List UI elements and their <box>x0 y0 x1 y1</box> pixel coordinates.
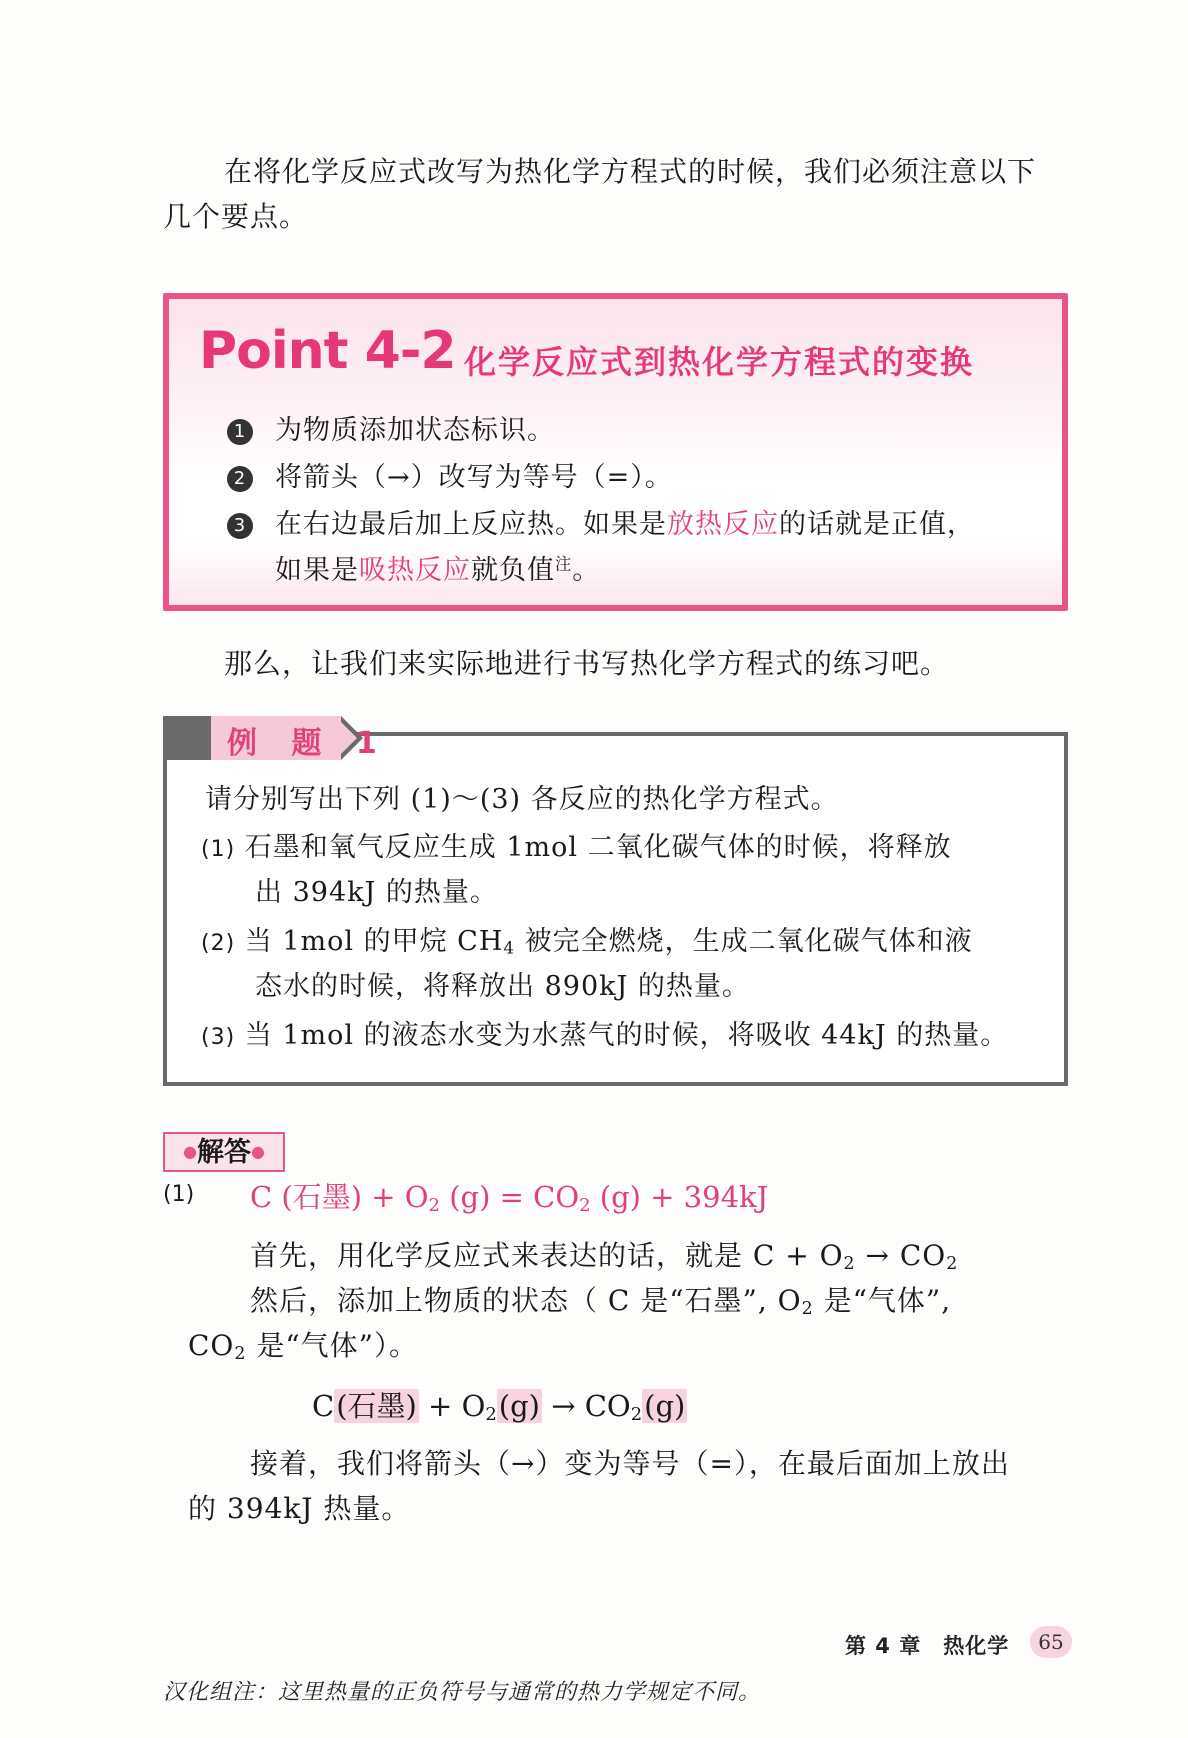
answer-para-2: 然后，添加上物质的状态（ C 是“石墨”, $O_2$ 是“气体”, <box>250 1284 952 1319</box>
page-number: 65 <box>1030 1626 1072 1658</box>
number-3-icon: 3 <box>227 513 253 539</box>
point-item-2: 2 将箭头（→）改写为等号（=）。 <box>227 456 673 500</box>
example-tab <box>163 716 1068 760</box>
question-1-cont: 出 394kJ 的热量。 <box>255 877 498 908</box>
translator-note: 汉化组注：这里热量的正负符号与通常的热力学规定不同。 <box>163 1680 762 1705</box>
example-label: 例 题 1 <box>227 726 389 761</box>
point-item-3: 3 在右边最后加上反应热。如果是放热反应的话就是正值， <box>227 503 975 547</box>
example-prompt: 请分别写出下列 (1)～(3) 各反应的热化学方程式。 <box>205 784 839 815</box>
answer-para-3: $CO_2$ 是“气体”）。 <box>188 1329 418 1364</box>
endothermic-term: 吸热反应 <box>359 555 471 586</box>
question-3: (3) 当 1mol 的液态水变为水蒸气的时候，将吸收 44kJ 的热量。 <box>201 1020 1009 1051</box>
number-2-icon: 2 <box>227 466 253 492</box>
question-1: (1) 石墨和氧气反应生成 1mol 二氧化碳气体的时候，将释放 <box>201 832 952 863</box>
number-1-icon: 1 <box>227 419 253 445</box>
transition-text: 那么，让我们来实际地进行书写热化学方程式的练习吧。 <box>224 647 950 680</box>
state-equation: C(石墨) + $O_2(g) \to CO_2(g)$ <box>312 1389 686 1425</box>
intro-line-2: 几个要点。 <box>163 200 309 233</box>
intro-line-1: 在将化学反应式改写为热化学方程式的时候，我们必须注意以下 <box>224 155 1037 188</box>
exothermic-term: 放热反应 <box>667 509 779 540</box>
answer-badge: ●解答● <box>163 1132 285 1172</box>
example-box <box>163 732 1068 1086</box>
dot-icon: ● <box>183 1142 197 1161</box>
point-item-3-cont: 如果是吸热反应就负值$^注$。 <box>275 554 601 586</box>
answer-para-4-cont: 的 394kJ 热量。 <box>188 1492 411 1525</box>
question-2-cont: 态水的时候，将释放出 890kJ 的热量。 <box>255 971 750 1002</box>
answer-para-4: 接着，我们将箭头（→）变为等号（=），在最后面加上放出 <box>250 1447 1010 1480</box>
dot-icon: ● <box>251 1142 265 1161</box>
chapter-label: 第 4 章 热化学 <box>845 1634 1010 1658</box>
note-mark: 注 <box>555 554 573 574</box>
point-title: 化学反应式到热化学方程式的变换 <box>464 343 975 381</box>
question-2: (2) 当 1mol 的甲烷 $CH_4$ 被完全燃烧，生成二氧化碳气体和液 <box>201 926 973 958</box>
point-box <box>163 293 1068 611</box>
answer-para-1: 首先，用化学反应式来表达的话，就是 $C + O_2 \to CO_2$ <box>250 1239 959 1274</box>
point-heading: Point 4-2 <box>199 321 456 381</box>
answer-number: (1) <box>163 1182 195 1207</box>
answer-equation: C (石墨) + $O_2$ $(g) = CO_2$ (g) + 394kJ <box>250 1180 769 1216</box>
point-item-1: 1 为物质添加状态标识。 <box>227 409 555 453</box>
